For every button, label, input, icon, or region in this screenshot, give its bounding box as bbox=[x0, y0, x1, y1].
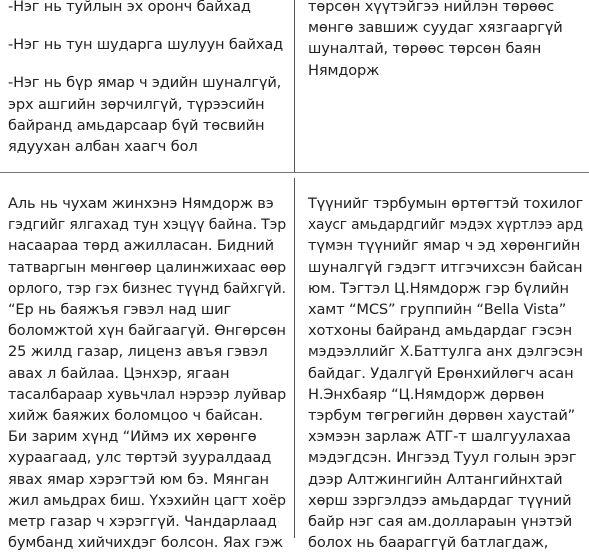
text-line: -Нэг нь тун шударга шулуун байхад bbox=[8, 36, 284, 54]
bottom-right-column bbox=[308, 193, 583, 553]
text-line: байранд амьдарсаар бүй төсвийн bbox=[8, 116, 265, 134]
text-line: байр нэг сая ам.доллараын үнэтэй bbox=[308, 513, 573, 531]
text-line: байдаг. Удалгүй Ерөнхийлөгч асан bbox=[308, 364, 574, 382]
text-line: Н.Энхбаяр “Ц.Нямдорж дөрвөн bbox=[308, 385, 545, 403]
text-line: шуналтай, төрөөс төрсөн баян bbox=[308, 40, 542, 58]
text-line: тэрбум төгрөгийн дөрвөн хаустай” bbox=[308, 407, 576, 425]
text-line: хөрш зэргэлдээ амьдардаг түүний bbox=[308, 491, 572, 509]
text-line: болох нь баараггүй батлагдаж, bbox=[308, 534, 549, 552]
top-right-column bbox=[308, 0, 583, 81]
text-line: -Нэг нь бүр ямар ч эдийн шуналгүй, bbox=[8, 74, 282, 92]
text-line: хамт “MCS” группийн “Bella Vista” bbox=[308, 301, 567, 319]
text-line: хэмээн зарлаж АТГ-т шалгуулахаа bbox=[308, 428, 571, 446]
text-line: 25 жилд газар, лиценз авъя гэвэл bbox=[8, 343, 268, 361]
text-line: хийж баяжих боломцоо ч байсан. bbox=[8, 407, 263, 425]
top-left-column bbox=[8, 0, 286, 174]
text-line: Би зарим хүнд “Иймэ их хөрөнгө bbox=[8, 428, 257, 446]
text-line: төрсөн хүүтэйгээ нийлэн төрөөс bbox=[308, 0, 555, 15]
bottom-column-divider bbox=[294, 178, 295, 538]
text-line: хаусг амьдардгийг мэдэх хүртлээ ард bbox=[308, 216, 583, 234]
text-line: юм. Тэгтэл Ц.Нямдорж гэр бүлийн bbox=[308, 279, 569, 297]
bullet-3 bbox=[8, 72, 286, 157]
bullet-1 bbox=[8, 0, 286, 17]
text-line: орлого, тэр гэх бизнес түүнд байхгүй. bbox=[8, 279, 286, 297]
top-column-divider bbox=[294, 0, 295, 172]
text-line: хураагаад, улс төртэй зууралдаад bbox=[8, 449, 272, 467]
text-line: “Ер нь баяжъя гэвэл над шиг bbox=[8, 301, 231, 319]
text-line: тасалбараар хувьчлал нэрээр луйвар bbox=[8, 385, 287, 403]
text-line: гэдгийг ялгахад тун хэцүү байна. Тэр bbox=[8, 216, 287, 234]
text-line: Түүнийг тэрбумын өртөгтэй тохилог bbox=[308, 195, 584, 212]
text-line: мөнгө завшиж суудаг хязгааргүй bbox=[308, 19, 563, 37]
text-line: метр газар ч хэрэггүй. Чандарлаад bbox=[8, 513, 277, 531]
text-line: шуналгүй гэдэгт итгэчихсэн байсан bbox=[308, 258, 583, 276]
text-line: явах ямар хэрэгтэй юм бэ. Мянган bbox=[8, 470, 269, 488]
text-line: мэдэгдсэн. Ингээд Туул голын эрэг bbox=[308, 449, 577, 467]
text-line: дээр Алтжингийн Алтангийнхтай bbox=[308, 470, 563, 488]
text-line: мэдээллийг Х.Баттулга анх дэлгэсэн bbox=[308, 343, 583, 361]
text-line: -Нэг нь туйлын эх оронч байхад bbox=[8, 0, 251, 15]
text-line: боломжтой хүн байгаагүй. Өнгөрсөн bbox=[8, 322, 286, 340]
text-line: хотхоны байранд амьдардаг гэсэн bbox=[308, 322, 573, 340]
bottom-left-column bbox=[8, 193, 286, 553]
text-line: насаараа төрд ажилласан. Бидний bbox=[8, 237, 275, 255]
text-line: жил амьдрах биш. Үхэхийн цагт хоёр bbox=[8, 491, 286, 509]
text-line: эрх ашгийн зөрчилгүй, түрээсийн bbox=[8, 95, 265, 113]
text-line: бумбанд хийчихдэг болсон. Яах гэж bbox=[8, 534, 283, 552]
bullet-2 bbox=[8, 34, 286, 55]
text-line: Нямдорж bbox=[308, 61, 380, 79]
text-line: Аль нь чухам жинхэнэ Нямдорж вэ bbox=[8, 195, 274, 212]
text-line: ядуухан албан хаагч бол bbox=[8, 138, 198, 156]
text-line: түмэн түүнийг ямар ч эд хөрөнгийн bbox=[308, 237, 581, 255]
text-line: татваргын мөнгөөр цалинжихаас өөр bbox=[8, 258, 286, 276]
text-line: авах л байлаа. Цэнхэр, ягаан bbox=[8, 364, 230, 382]
